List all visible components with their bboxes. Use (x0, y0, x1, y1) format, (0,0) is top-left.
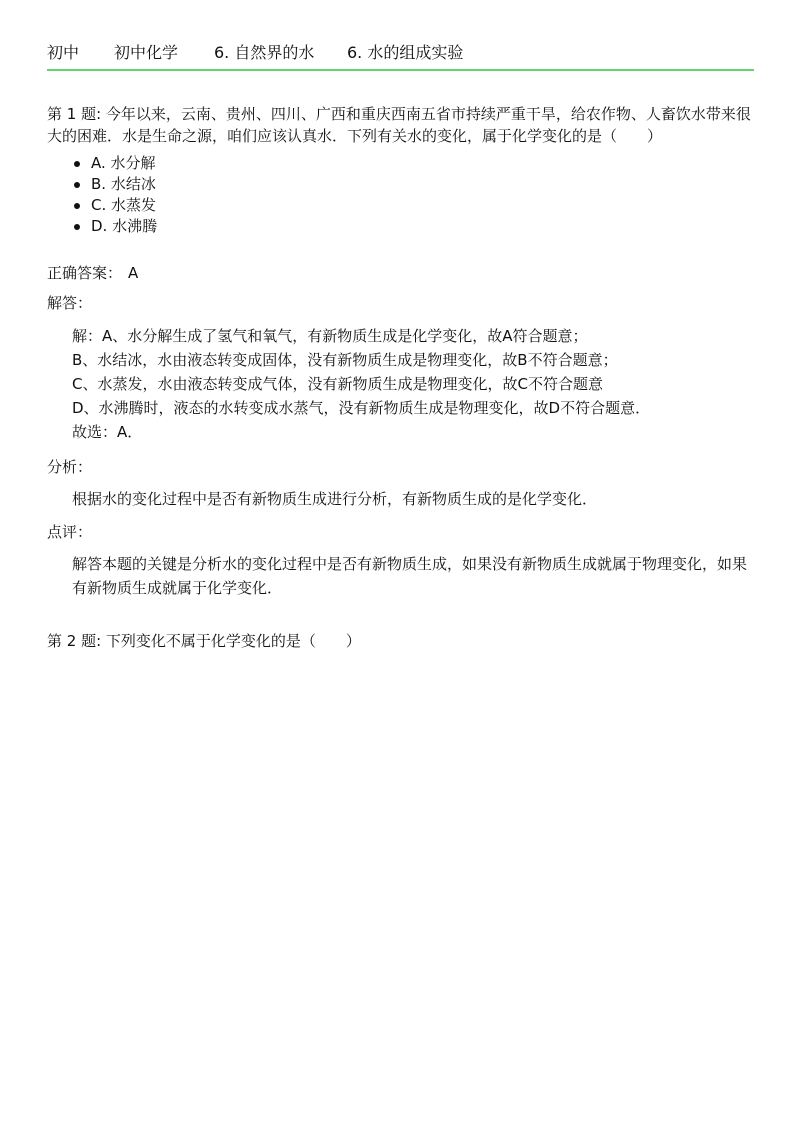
breadcrumb (47, 40, 754, 62)
solution-line: 故选：A． (72, 423, 143, 441)
question-2 (47, 630, 361, 652)
answer-value: A (128, 264, 139, 282)
solution-line: B、水结冰，水由液态转变成固体，没有新物质生成是物理变化，故B不符合题意； (72, 351, 618, 369)
breadcrumb-unit[interactable]: 6. 自然界的水 (214, 43, 315, 62)
solution-body (72, 324, 754, 444)
question-1-text-block (47, 103, 754, 147)
question-1-options (47, 153, 754, 237)
solution-line: C、水蒸发，水由液态转变成气体，没有新物质生成是物理变化，故C不符合题意 (72, 375, 603, 393)
option-b: B. 水结冰 (91, 174, 754, 195)
header-divider (47, 69, 754, 71)
comment-text: 解答本题的关键是分析水的变化过程中是否有新物质生成，如果没有新物质生成就属于物理变化，如果有新物质生成就属于化学变化． (72, 555, 748, 597)
answer-line (47, 262, 138, 284)
breadcrumb-level[interactable]: 初中 (47, 43, 80, 62)
breadcrumb-subject[interactable]: 初中化学 (114, 43, 179, 62)
question-1-text: 今年以来，云南、贵州、四川、广西和重庆西南五省市持续严重干旱，给农作物、人畜饮水带来很大的困难．水是生命之源，咱们应该认真水．下列有关水的变化，属于化学变化的是（ ） (47, 105, 751, 145)
analysis-text: 根据水的变化过程中是否有新物质生成进行分析，有新物质生成的是化学变化． (72, 490, 598, 508)
question-1 (47, 103, 754, 237)
breadcrumb-topic[interactable]: 6. 水的组成实验 (347, 43, 464, 62)
comment-label: 点评： (47, 523, 93, 541)
analysis-label: 分析： (47, 458, 93, 476)
question-2-label: 第 2 题: (47, 632, 106, 650)
solution-line: 解：A、水分解生成了氢气和氧气，有新物质生成是化学变化，故A符合题意； (72, 327, 588, 345)
answer-label: 正确答案： (47, 264, 123, 282)
question-2-text: 下列变化不属于化学变化的是（ ） (105, 632, 361, 650)
option-a: A. 水分解 (91, 153, 754, 174)
option-d: D. 水沸腾 (91, 216, 754, 237)
option-c: C. 水蒸发 (91, 195, 754, 216)
solution-line: D、水沸腾时，液态的水转变成水蒸气，没有新物质生成是物理变化，故D不符合题意． (72, 399, 651, 417)
solution-label: 解答： (47, 294, 93, 312)
question-1-label: 第 1 题: (47, 105, 106, 123)
